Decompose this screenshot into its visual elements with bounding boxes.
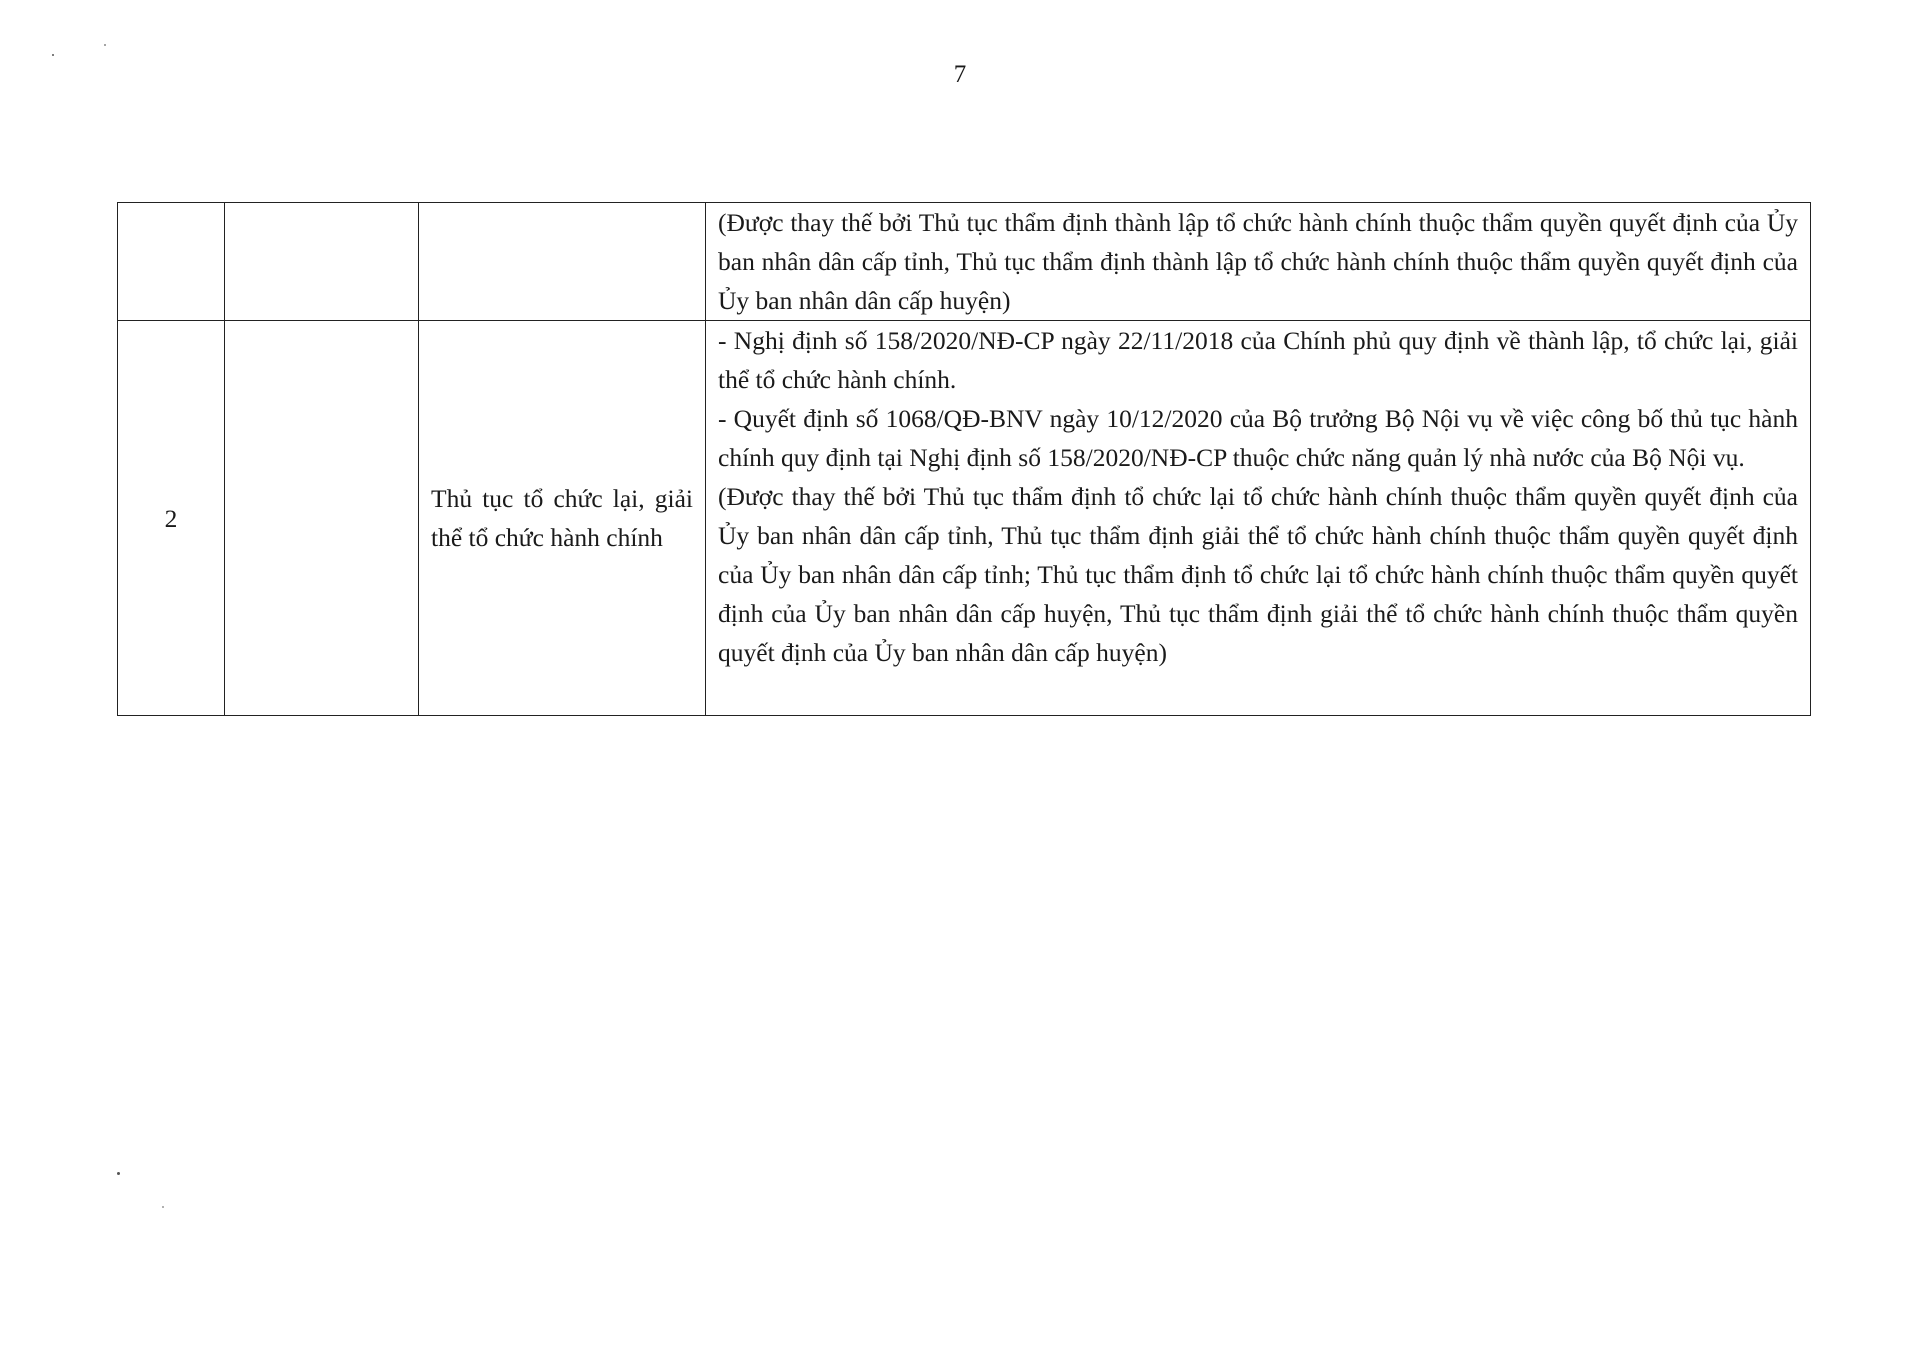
scan-speck bbox=[162, 1206, 164, 1208]
legal-basis-paragraph: - Quyết định số 1068/QĐ-BNV ngày 10/12/2020 của Bộ trưởng Bộ Nội vụ về việc công bố thủ tục hành chính quy định tại Nghị định số 158/2020/NĐ-CP thuộc chức năng quản lý nhà nước của Bộ Nội vụ. bbox=[718, 404, 1798, 472]
table-row bbox=[118, 321, 1811, 716]
procedure-table bbox=[117, 202, 1811, 716]
table-row bbox=[118, 203, 1811, 321]
row-number-cell: 2 bbox=[118, 321, 225, 716]
legal-basis-paragraph: (Được thay thế bởi Thủ tục thẩm định tổ chức lại tổ chức hành chính thuộc thẩm quyền quyết định của Ủy ban nhân dân cấp tỉnh, Thủ tục thẩm định giải thể tổ chức hành chính thuộc thẩm quyền quyết định của Ủy ban nhân dân cấp tỉnh; Thủ tục thẩm định tổ chức lại tổ chức hành chính thuộc thẩm quyền quyết định của Ủy ban nhân dân cấp huyện, Thủ tục thẩm định giải thể tổ chức hành chính thuộc thẩm quyền quyết định của Ủy ban nhân dân cấp huyện) bbox=[718, 482, 1798, 667]
legal-basis-cell bbox=[706, 321, 1811, 716]
legal-basis-paragraph: (Được thay thế bởi Thủ tục thẩm định thành lập tổ chức hành chính thuộc thẩm quyền quyết định của Ủy ban nhân dân cấp tỉnh, Thủ tục thẩm định thành lập tổ chức hành chính thuộc thẩm quyền quyết định của Ủy ban nhân dân cấp huyện) bbox=[718, 208, 1798, 315]
blank-cell bbox=[225, 321, 419, 716]
scan-speck bbox=[117, 1172, 120, 1175]
scan-speck bbox=[104, 44, 106, 46]
legal-basis-paragraph: - Nghị định số 158/2020/NĐ-CP ngày 22/11/2018 của Chính phủ quy định về thành lập, tổ chức lại, giải thể tổ chức hành chính. bbox=[718, 326, 1798, 394]
procedure-name-cell: Thủ tục tổ chức lại, giải thể tổ chức hành chính bbox=[419, 321, 706, 716]
page-number: 7 bbox=[953, 61, 967, 88]
row-number-cell bbox=[118, 203, 225, 321]
legal-basis-cell bbox=[706, 203, 1811, 321]
procedure-name-cell bbox=[419, 203, 706, 321]
blank-cell bbox=[225, 203, 419, 321]
scan-speck bbox=[52, 54, 54, 56]
